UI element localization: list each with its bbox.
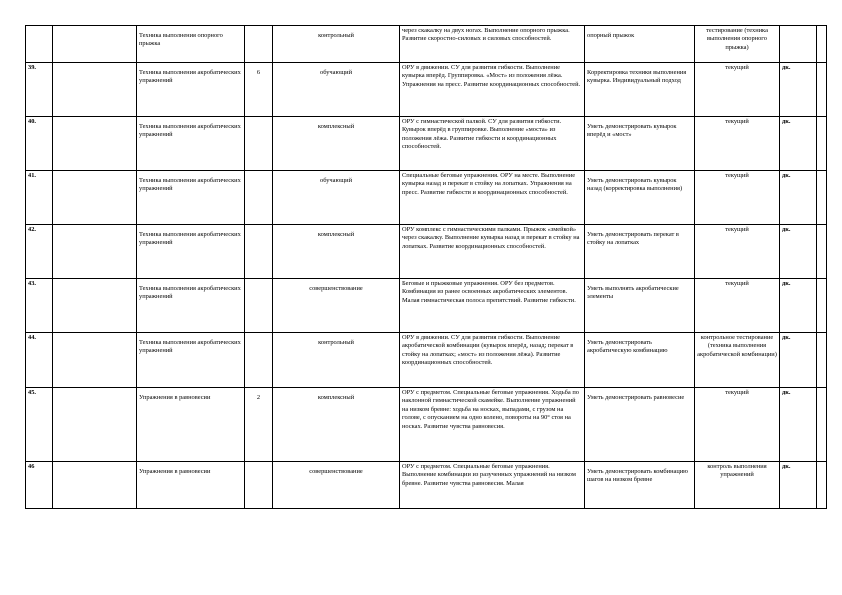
lesson-number: 45.	[26, 388, 53, 462]
empty-cell	[817, 63, 827, 117]
lesson-hours	[245, 279, 273, 333]
lesson-homework: дк.	[780, 225, 817, 279]
lesson-homework: дк.	[780, 171, 817, 225]
lesson-control: контроль выполнения упражнений	[695, 462, 780, 509]
lesson-control: тестирование (техника выполнения опорного прыжка)	[695, 26, 780, 63]
empty-cell	[53, 279, 137, 333]
lesson-content: через скакалку на двух ногах. Выполнение опорного прыжка. Развитие скоростно-силовых и силовых способностей.	[400, 26, 585, 63]
lesson-type: комплексный	[273, 388, 400, 462]
empty-cell	[53, 388, 137, 462]
lesson-type: обучающий	[273, 63, 400, 117]
lesson-control: контрольное тестирование (техника выполнения акробатической комбинации)	[695, 333, 780, 388]
lesson-homework: дк.	[780, 117, 817, 171]
lesson-number: 43.	[26, 279, 53, 333]
lesson-hours	[245, 26, 273, 63]
lesson-number: 41.	[26, 171, 53, 225]
lesson-requirements: Уметь демонстрировать акробатическую комбинацию	[585, 333, 695, 388]
lesson-number: 40.	[26, 117, 53, 171]
lesson-homework: дк.	[780, 63, 817, 117]
lesson-requirements: Уметь демонстрировать кувырок назад (корректировка выполнения)	[585, 171, 695, 225]
lesson-type: контрольный	[273, 26, 400, 63]
table-row	[26, 333, 827, 388]
table-row	[26, 63, 827, 117]
empty-cell	[817, 388, 827, 462]
lesson-topic: Техника выполнения акробатических упражнений	[137, 333, 245, 388]
lesson-homework: дк.	[780, 462, 817, 509]
lesson-homework	[780, 26, 817, 63]
table-row	[26, 279, 827, 333]
empty-cell	[817, 225, 827, 279]
lesson-control: текущий	[695, 388, 780, 462]
lesson-topic: Техника выполнения опорного прыжка	[137, 26, 245, 63]
table-row	[26, 171, 827, 225]
lesson-content: ОРУ с гимнастической палкой. СУ для развития гибкости. Кувырок вперёд в группировке. Выполнение «моста» из положения лёжа. Развитие гибкости и координационных способностей.	[400, 117, 585, 171]
lesson-plan-table	[25, 25, 827, 509]
lesson-content: ОРУ в движении. СУ для развития гибкости. Выполнение акробатической комбинации (кувырок вперёд, назад; перекат в стойку на лопатках; «мост» из положения лёжа). Развитие координационных способностей.	[400, 333, 585, 388]
lesson-requirements: опорный прыжок	[585, 26, 695, 63]
lesson-type: совершенствование	[273, 279, 400, 333]
empty-cell	[53, 462, 137, 509]
lesson-hours	[245, 462, 273, 509]
lesson-control: текущий	[695, 63, 780, 117]
lesson-type: комплексный	[273, 117, 400, 171]
empty-cell	[817, 26, 827, 63]
lesson-number: 42.	[26, 225, 53, 279]
lesson-requirements: Корректировка техники выполнения кувырка. Индивидуальный подход	[585, 63, 695, 117]
lesson-requirements: Уметь демонстрировать перекат в стойку на лопатках	[585, 225, 695, 279]
empty-cell	[817, 171, 827, 225]
lesson-number	[26, 26, 53, 63]
lesson-requirements: Уметь демонстрировать комбинацию шагов на низком бревне	[585, 462, 695, 509]
lesson-requirements: Уметь выполнять акробатические элементы	[585, 279, 695, 333]
lesson-hours	[245, 171, 273, 225]
lesson-content: ОРУ комплекс с гимнастическими палками. Прыжок «змейкой» через скакалку. Выполнение кувырка назад и перекат в стойку на лопатках. Развитие координационных способностей.	[400, 225, 585, 279]
lesson-hours: 2	[245, 388, 273, 462]
lesson-hours: 6	[245, 63, 273, 117]
lesson-homework: дк.	[780, 279, 817, 333]
table-row	[26, 117, 827, 171]
lesson-type: совершенствование	[273, 462, 400, 509]
lesson-number: 39.	[26, 63, 53, 117]
lesson-type: обучающий	[273, 171, 400, 225]
empty-cell	[53, 26, 137, 63]
lesson-requirements: Уметь демонстрировать равновесие	[585, 388, 695, 462]
lesson-hours	[245, 117, 273, 171]
table-row	[26, 388, 827, 462]
lesson-requirements: Уметь демонстрировать кувырок вперёд и «мост»	[585, 117, 695, 171]
lesson-topic: Техника выполнения акробатических упражнений	[137, 225, 245, 279]
lesson-content: Специальные беговые упражнения. ОРУ на месте. Выполнение кувырка назад и перекат в стойку на лопатках. Упражнения на пресс. Развитие гибкости и координационных способностей.	[400, 171, 585, 225]
empty-cell	[817, 117, 827, 171]
lesson-hours	[245, 225, 273, 279]
lesson-hours	[245, 333, 273, 388]
lesson-control: текущий	[695, 225, 780, 279]
empty-cell	[53, 171, 137, 225]
lesson-topic: Упражнения в равновесии	[137, 462, 245, 509]
lesson-homework: дк.	[780, 388, 817, 462]
empty-cell	[817, 279, 827, 333]
lesson-content: ОРУ с предметом. Специальные беговые упражнения. Выполнение комбинации из разученных упражнений на низком бревне. Развитие чувства равновесия. Малая	[400, 462, 585, 509]
table-row	[26, 225, 827, 279]
lesson-content: ОРУ с предметом. Специальные беговые упражнения. Ходьба по наклонной гимнастической скамейке. Выполнение упражнений на низком бревне: ходьба на носках, выпадами, с грузом на голове, с опусканием на одно колено, повороты на 90° стоя на носках. Развитие чувства равновесия.	[400, 388, 585, 462]
lesson-topic: Упражнения в равновесии	[137, 388, 245, 462]
lesson-homework: дк.	[780, 333, 817, 388]
lesson-number: 46	[26, 462, 53, 509]
lesson-control: текущий	[695, 279, 780, 333]
lesson-topic: Техника выполнения акробатических упражнений	[137, 279, 245, 333]
lesson-content: ОРУ в движении. СУ для развития гибкости. Выполнение кувырка вперёд. Группировка. «Мост» из положения лёжа. Упражнения на пресс. Развитие координационных способностей.	[400, 63, 585, 117]
table-row	[26, 26, 827, 63]
empty-cell	[53, 333, 137, 388]
lesson-content: Беговые и прыжковые упражнения. ОРУ без предметов. Комбинация из ранее освоенных акробатических элементов. Малая гимнастическая полоса препятствий. Развитие гибкости.	[400, 279, 585, 333]
empty-cell	[53, 63, 137, 117]
empty-cell	[817, 333, 827, 388]
lesson-control: текущий	[695, 171, 780, 225]
empty-cell	[817, 462, 827, 509]
lesson-topic: Техника выполнения акробатических упражнений	[137, 63, 245, 117]
empty-cell	[53, 117, 137, 171]
lesson-control: текущий	[695, 117, 780, 171]
table-row	[26, 462, 827, 509]
empty-cell	[53, 225, 137, 279]
lesson-topic: Техника выполнения акробатических упражнений	[137, 117, 245, 171]
lesson-number: 44.	[26, 333, 53, 388]
lesson-type: контрольный	[273, 333, 400, 388]
lesson-topic: Техника выполнения акробатических упражнений	[137, 171, 245, 225]
lesson-type: комплексный	[273, 225, 400, 279]
